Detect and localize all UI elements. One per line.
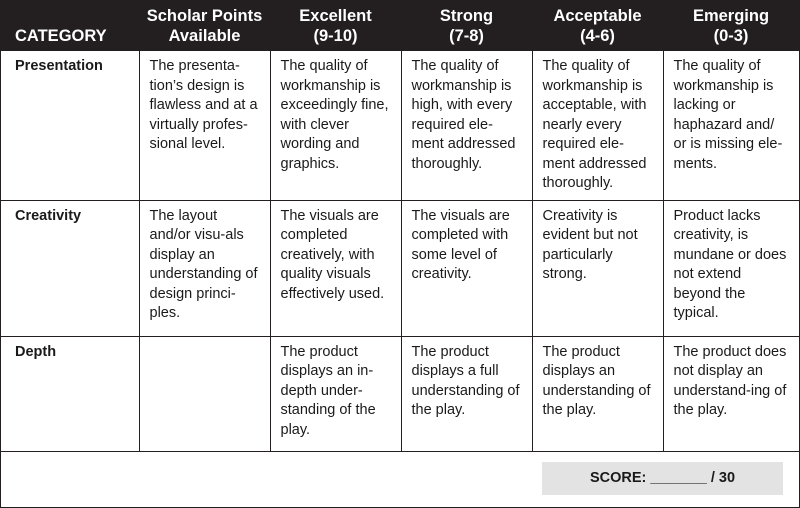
table-row bbox=[1, 51, 799, 201]
acceptable-cell: Creativity is evident but not particularly strong. bbox=[532, 200, 663, 336]
table-row bbox=[1, 200, 799, 336]
excellent-cell: The product displays an in-depth under-standing of the play. bbox=[270, 336, 401, 451]
points-cell: The presenta-tion’s design is flawless and at a virtually profes-sional level. bbox=[139, 51, 270, 201]
score-box: SCORE: _______ / 30 bbox=[542, 462, 783, 495]
category-cell: Presentation bbox=[1, 51, 139, 201]
table-row bbox=[1, 336, 799, 451]
emerging-cell: The quality of workmanship is lacking or haphazard and/ or is missing ele-ments. bbox=[663, 51, 799, 201]
header-points: Scholar Points Available bbox=[139, 1, 270, 51]
strong-cell: The visuals are completed with some level of creativity. bbox=[401, 200, 532, 336]
strong-cell: The product displays a full understanding of the play. bbox=[401, 336, 532, 451]
acceptable-cell: The product displays an understanding of the play. bbox=[532, 336, 663, 451]
header-category: CATEGORY bbox=[1, 1, 139, 51]
emerging-cell: Product lacks creativity, is mundane or does not extend beyond the typical. bbox=[663, 200, 799, 336]
strong-cell: The quality of workmanship is high, with every required ele-ment addressed thoroughly. bbox=[401, 51, 532, 201]
header-acceptable: Acceptable (4-6) bbox=[532, 1, 663, 51]
header-emerging: Emerging (0-3) bbox=[663, 1, 799, 51]
category-cell: Depth bbox=[1, 336, 139, 451]
excellent-cell: The quality of workmanship is exceedingly fine, with clever wording and graphics. bbox=[270, 51, 401, 201]
excellent-cell: The visuals are completed creatively, with quality visuals effectively used. bbox=[270, 200, 401, 336]
rubric-grid bbox=[1, 1, 799, 452]
points-cell: The layout and/or visu-als display an understanding of design princi-ples. bbox=[139, 200, 270, 336]
acceptable-cell: The quality of workmanship is acceptable, with nearly every required ele-ment addressed thoroughly. bbox=[532, 51, 663, 201]
category-cell: Creativity bbox=[1, 200, 139, 336]
header-row bbox=[1, 1, 799, 51]
header-strong: Strong (7-8) bbox=[401, 1, 532, 51]
points-cell bbox=[139, 336, 270, 451]
emerging-cell: The product does not display an understand-ing of the play. bbox=[663, 336, 799, 451]
header-excellent: Excellent (9-10) bbox=[270, 1, 401, 51]
